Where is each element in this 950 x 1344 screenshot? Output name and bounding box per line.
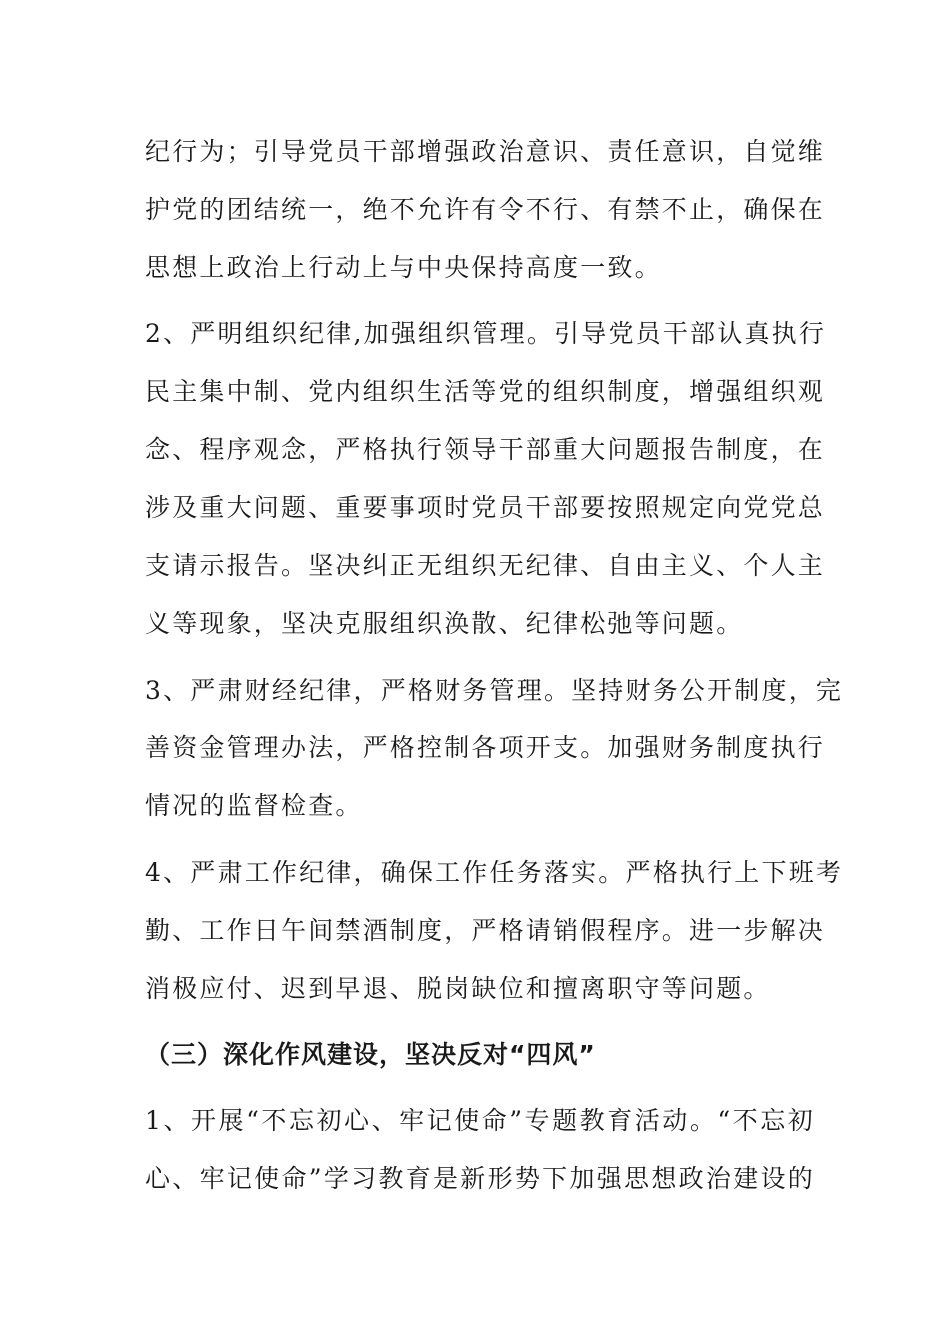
text-line: 2、严明组织纪律,加强组织管理。引导党员干部认真执行: [145, 319, 827, 348]
text-line: 念、程序观念，严格执行领导干部重大问题报告制度，在: [145, 435, 826, 464]
text-line: 民主集中制、党内组织生活等党的组织制度，增强组织观: [145, 377, 826, 406]
text-line: 情况的监督检查。: [145, 791, 363, 820]
text-line: 思想上政治上行动上与中央保持高度一致。: [145, 253, 662, 282]
text-line: 义等现象，坚决克服组织涣散、纪律松弛等问题。: [145, 609, 744, 638]
text-line: 支请示报告。坚决纠正无组织无纪律、自由主义、个人主: [145, 551, 826, 580]
text-line: 消极应付、迟到早退、脱岗缺位和擅离职守等问题。: [145, 974, 771, 1003]
text-line: 勤、工作日午间禁酒制度，严格请销假程序。进一步解决: [145, 916, 826, 945]
text-line: 1、开展“不忘初心、牢记使命”专题教育活动。“不忘初: [145, 1106, 815, 1135]
text-line: 涉及重大问题、重要事项时党员干部要按照规定向党党总: [145, 493, 826, 522]
section-heading: （三）深化作风建设，坚决反对“四风”: [145, 1040, 596, 1069]
text-line: 纪行为；引导党员干部增强政治意识、责任意识，自觉维: [145, 137, 826, 166]
text-line: 护党的团结统一，绝不允许有令不行、有禁不止，确保在: [145, 195, 826, 224]
text-line: 3、严肃财经纪律，严格财务管理。坚持财务公开制度，完: [145, 676, 844, 705]
text-line: 善资金管理办法，严格控制各项开支。加强财务制度执行: [145, 733, 826, 762]
text-line: 心、牢记使命”学习教育是新形势下加强思想政治建设的: [145, 1164, 815, 1193]
text-line: 4、严肃工作纪律，确保工作任务落实。严格执行上下班考: [145, 858, 844, 887]
